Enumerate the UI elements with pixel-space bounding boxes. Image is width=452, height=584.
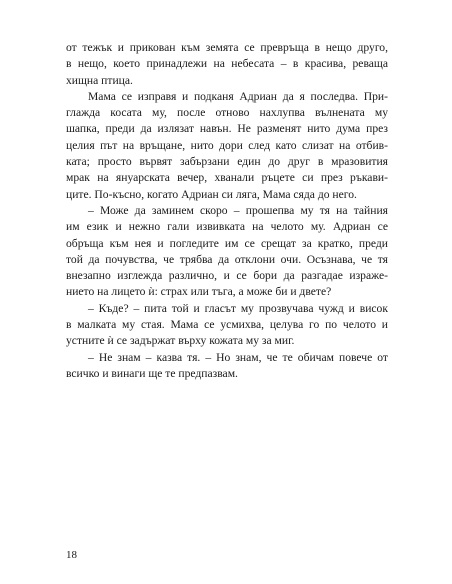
text-line: ците. По-късно, когато Адриан си ляга, Мама сяда до него.: [66, 187, 357, 201]
text-line: устните ѝ се задържат върху кожата му за миг.: [66, 334, 295, 348]
text-line: внезапно изглежда различно, и се бори да разгадае израже-: [66, 269, 388, 283]
text-line: – Може да заминем скоро – прошепва му тя на тайния: [88, 203, 388, 217]
text-line: им език и нежно гали извивката на челото му. Адриан се: [66, 220, 388, 234]
text-line: той да почувства, че трябва да отклони очи. Осъзнава, че тя: [66, 252, 388, 266]
text-line: глажда косата му, после отново нахлупва вълнената му: [66, 106, 388, 120]
text-line: в малката му стая. Мама се усмихва, целува го по челото и: [66, 318, 388, 332]
text-line: в нещо, което принадлежи на небесата – в красива, реваща: [66, 57, 388, 71]
text-line: хищна птица.: [66, 73, 133, 87]
text-line: от тежък и прикован към земята се превръща в нещо друго,: [66, 41, 388, 54]
text-line: – Не знам – казва тя. – Но знам, че те обичам повече от: [88, 350, 388, 364]
body-text: [66, 40, 388, 382]
paragraph-2: [66, 89, 388, 203]
paragraph-3: [66, 203, 388, 301]
text-line: всичко и винаги ще те предпазвам.: [66, 366, 238, 380]
text-line: шапка, преди да излязат навън. Не разменят нито дума през: [66, 122, 388, 136]
text-line: обръща към нея и погледите им се срещат за кратко, преди: [66, 236, 388, 250]
paragraph-5: [66, 350, 388, 383]
paragraph-4: [66, 301, 388, 350]
text-line: Мама се изправя и подканя Адриан да я последва. При-: [88, 89, 388, 103]
text-line: ката; просто вървят забързани един до друг в мразовития: [66, 155, 388, 169]
page-number: 18: [66, 549, 77, 561]
text-line: – Къде? – пита той и гласът му прозвучава чужд и висок: [88, 301, 388, 315]
text-line: мрак на януарската вечер, хванали ръцете си през ръкави-: [66, 171, 388, 185]
paragraph-1: [66, 40, 388, 89]
text-line: целия път на връщане, нито дори след като слизат на отбив-: [66, 138, 388, 152]
text-line: нието на лицето ѝ: страх или тъга, а може би и двете?: [66, 285, 332, 299]
